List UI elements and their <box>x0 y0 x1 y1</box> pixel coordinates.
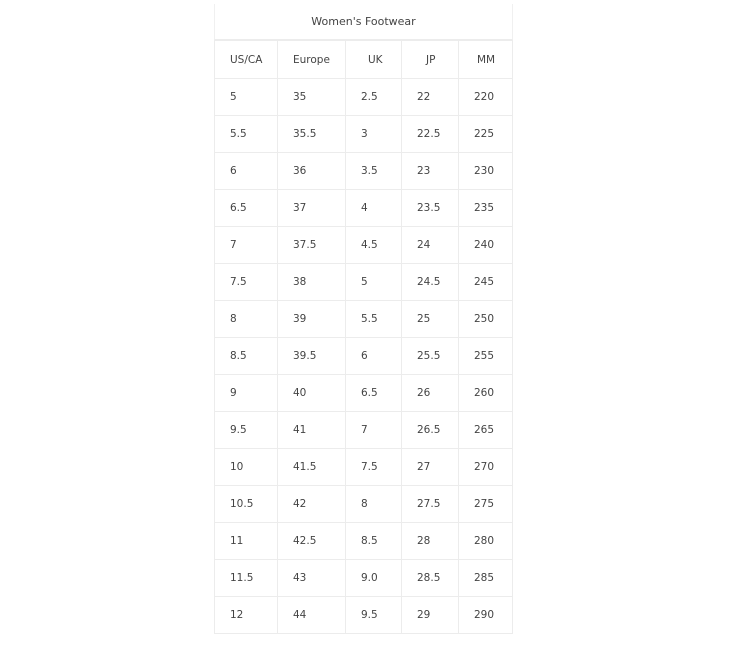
cell-us-ca: 10 <box>215 449 278 486</box>
table-row <box>215 486 513 523</box>
cell-mm: 240 <box>459 227 513 264</box>
cell-uk: 7 <box>346 412 402 449</box>
table-row <box>215 301 513 338</box>
cell-jp: 23.5 <box>402 190 459 227</box>
cell-jp: 22 <box>402 79 459 116</box>
cell-europe: 35 <box>278 79 346 116</box>
table-row <box>215 560 513 597</box>
cell-europe: 38 <box>278 264 346 301</box>
cell-europe: 43 <box>278 560 346 597</box>
cell-uk: 9.0 <box>346 560 402 597</box>
cell-us-ca: 11.5 <box>215 560 278 597</box>
cell-jp: 27 <box>402 449 459 486</box>
cell-us-ca: 10.5 <box>215 486 278 523</box>
cell-europe: 37.5 <box>278 227 346 264</box>
cell-jp: 28 <box>402 523 459 560</box>
cell-mm: 230 <box>459 153 513 190</box>
cell-us-ca: 7 <box>215 227 278 264</box>
table-row <box>215 190 513 227</box>
header-row <box>215 41 513 79</box>
cell-europe: 36 <box>278 153 346 190</box>
cell-mm: 260 <box>459 375 513 412</box>
cell-us-ca: 8 <box>215 301 278 338</box>
cell-jp: 23 <box>402 153 459 190</box>
cell-mm: 235 <box>459 190 513 227</box>
cell-mm: 285 <box>459 560 513 597</box>
cell-jp: 24 <box>402 227 459 264</box>
cell-uk: 4 <box>346 190 402 227</box>
cell-uk: 3.5 <box>346 153 402 190</box>
cell-jp: 28.5 <box>402 560 459 597</box>
cell-jp: 27.5 <box>402 486 459 523</box>
cell-uk: 4.5 <box>346 227 402 264</box>
cell-us-ca: 5.5 <box>215 116 278 153</box>
cell-jp: 26.5 <box>402 412 459 449</box>
table-row <box>215 412 513 449</box>
cell-jp: 25 <box>402 301 459 338</box>
table-row <box>215 79 513 116</box>
cell-jp: 25.5 <box>402 338 459 375</box>
cell-us-ca: 6.5 <box>215 190 278 227</box>
cell-uk: 8 <box>346 486 402 523</box>
table-row <box>215 153 513 190</box>
cell-uk: 6.5 <box>346 375 402 412</box>
cell-uk: 5 <box>346 264 402 301</box>
cell-europe: 39 <box>278 301 346 338</box>
cell-us-ca: 12 <box>215 597 278 634</box>
cell-jp: 29 <box>402 597 459 634</box>
cell-europe: 42 <box>278 486 346 523</box>
table-row <box>215 116 513 153</box>
header-uk: UK <box>346 41 402 79</box>
cell-europe: 44 <box>278 597 346 634</box>
table-row <box>215 375 513 412</box>
cell-mm: 225 <box>459 116 513 153</box>
cell-jp: 26 <box>402 375 459 412</box>
cell-europe: 39.5 <box>278 338 346 375</box>
cell-mm: 270 <box>459 449 513 486</box>
cell-europe: 35.5 <box>278 116 346 153</box>
table-row <box>215 227 513 264</box>
table-row <box>215 338 513 375</box>
cell-mm: 245 <box>459 264 513 301</box>
cell-uk: 6 <box>346 338 402 375</box>
table-row <box>215 523 513 560</box>
cell-mm: 220 <box>459 79 513 116</box>
cell-europe: 37 <box>278 190 346 227</box>
size-table <box>214 4 513 634</box>
table-row <box>215 264 513 301</box>
cell-europe: 42.5 <box>278 523 346 560</box>
cell-us-ca: 7.5 <box>215 264 278 301</box>
cell-europe: 41.5 <box>278 449 346 486</box>
header-mm: MM <box>459 41 513 79</box>
header-us-ca: US/CA <box>215 41 278 79</box>
cell-mm: 255 <box>459 338 513 375</box>
cell-uk: 9.5 <box>346 597 402 634</box>
table-body <box>215 79 513 634</box>
cell-mm: 250 <box>459 301 513 338</box>
header-europe: Europe <box>278 41 346 79</box>
table-row <box>215 449 513 486</box>
cell-us-ca: 9 <box>215 375 278 412</box>
cell-us-ca: 9.5 <box>215 412 278 449</box>
cell-jp: 24.5 <box>402 264 459 301</box>
cell-us-ca: 11 <box>215 523 278 560</box>
cell-uk: 2.5 <box>346 79 402 116</box>
cell-mm: 265 <box>459 412 513 449</box>
cell-mm: 280 <box>459 523 513 560</box>
cell-us-ca: 6 <box>215 153 278 190</box>
cell-us-ca: 5 <box>215 79 278 116</box>
cell-uk: 8.5 <box>346 523 402 560</box>
cell-jp: 22.5 <box>402 116 459 153</box>
cell-uk: 7.5 <box>346 449 402 486</box>
size-chart <box>214 4 512 634</box>
table-row <box>215 597 513 634</box>
cell-mm: 290 <box>459 597 513 634</box>
header-jp: JP <box>402 41 459 79</box>
cell-mm: 275 <box>459 486 513 523</box>
cell-europe: 41 <box>278 412 346 449</box>
table-title: Women's Footwear <box>214 4 513 40</box>
cell-us-ca: 8.5 <box>215 338 278 375</box>
cell-uk: 5.5 <box>346 301 402 338</box>
cell-europe: 40 <box>278 375 346 412</box>
cell-uk: 3 <box>346 116 402 153</box>
